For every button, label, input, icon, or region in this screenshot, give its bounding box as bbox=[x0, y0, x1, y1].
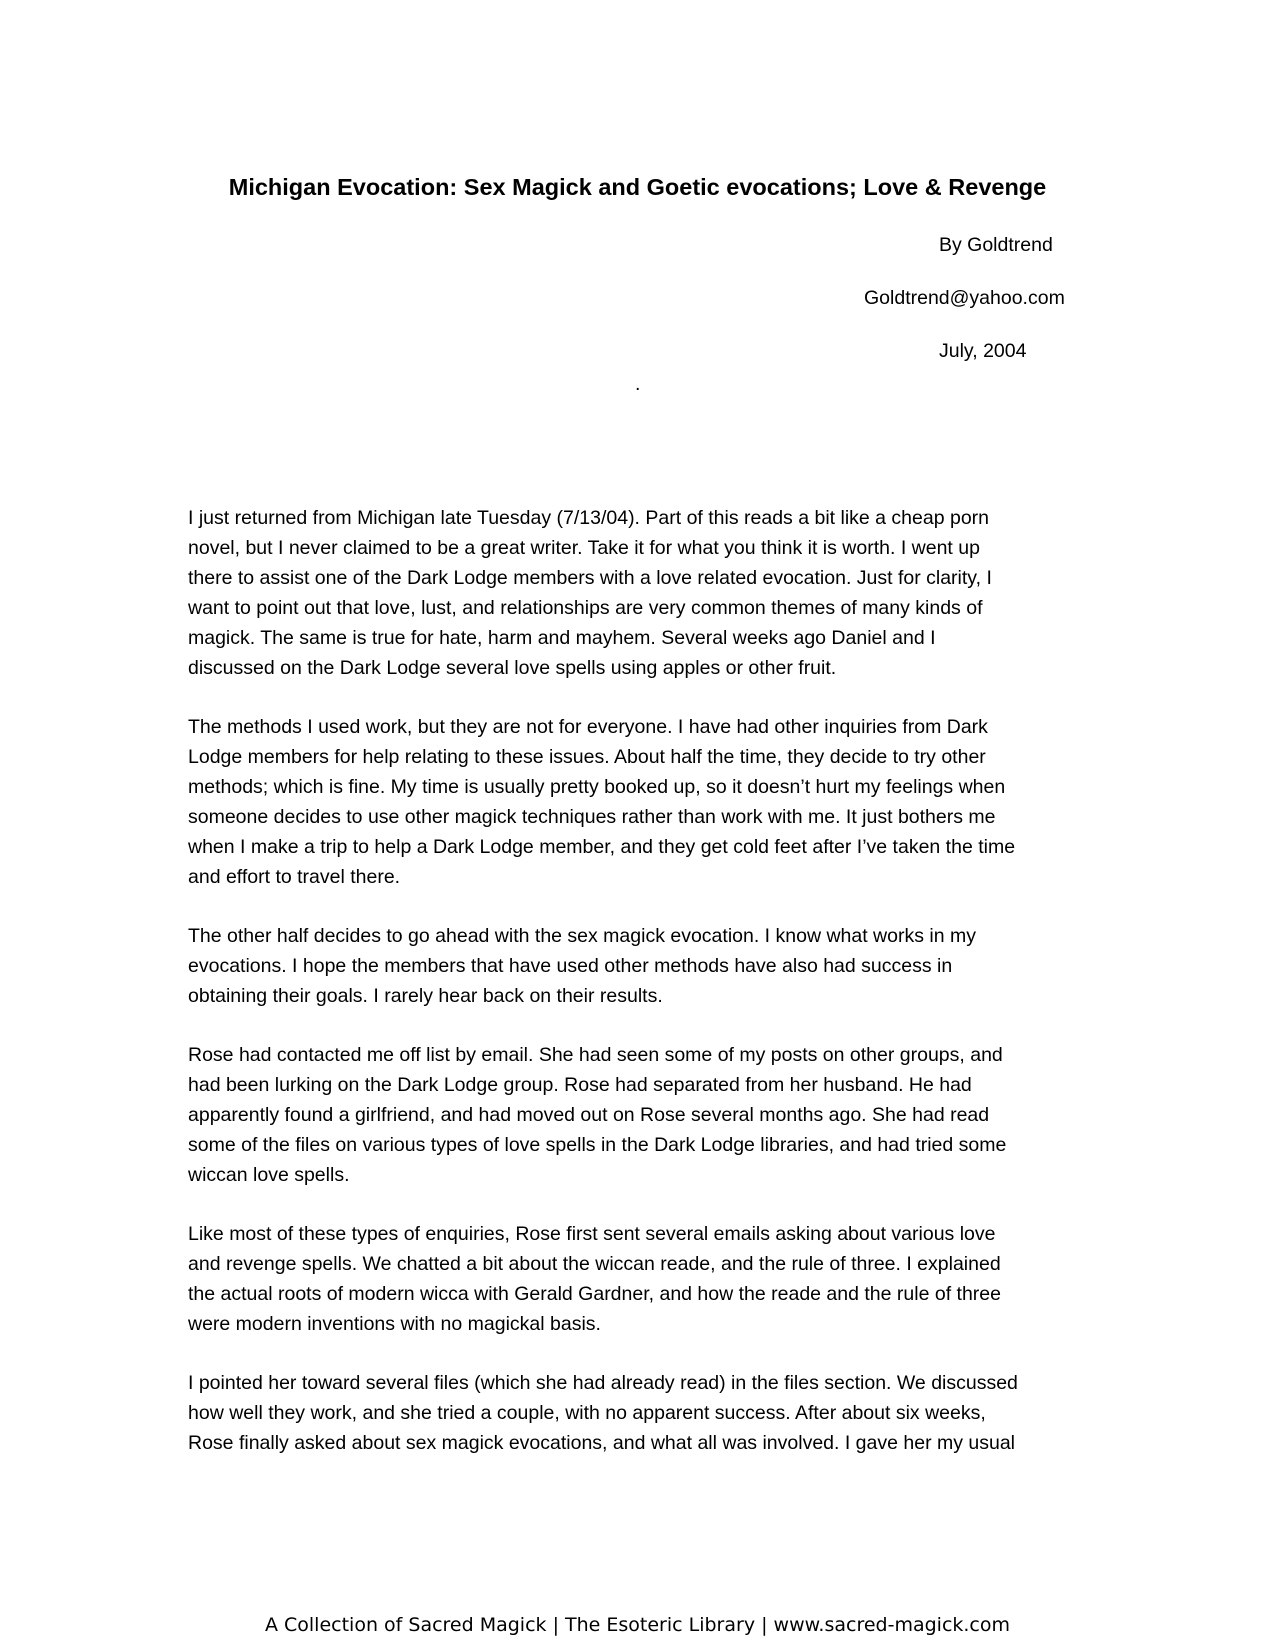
text-line: methods; which is fine. My time is usually pretty booked up, so it doesn’t hurt my feelings when bbox=[188, 776, 1006, 798]
author-email: Goldtrend@yahoo.com bbox=[864, 287, 1065, 309]
paragraph bbox=[188, 1368, 1088, 1458]
document-title: Michigan Evocation: Sex Magick and Goetic evocations; Love & Revenge bbox=[228, 174, 1047, 200]
text-line: Like most of these types of enquiries, Rose first sent several emails asking about various love bbox=[188, 1223, 996, 1245]
text-line: evocations. I hope the members that have used other methods have also had success in bbox=[188, 955, 953, 977]
paragraph bbox=[188, 921, 1088, 1011]
text-line: some of the files on various types of love spells in the Dark Lodge libraries, and had tried some bbox=[188, 1134, 1007, 1156]
text-line: there to assist one of the Dark Lodge members with a love related evocation. Just for clarity, I bbox=[188, 567, 992, 589]
text-line: the actual roots of modern wicca with Gerald Gardner, and how the reade and the rule of three bbox=[188, 1283, 1001, 1305]
paragraph bbox=[188, 503, 1088, 683]
text-line: were modern inventions with no magickal basis. bbox=[188, 1313, 601, 1335]
text-line: The methods I used work, but they are not for everyone. I have had other inquiries from Dark bbox=[188, 716, 988, 738]
text-line: The other half decides to go ahead with the sex magick evocation. I know what works in my bbox=[188, 925, 976, 947]
text-line: discussed on the Dark Lodge several love spells using apples or other fruit. bbox=[188, 657, 837, 679]
paragraph bbox=[188, 1219, 1088, 1339]
text-line: magick. The same is true for hate, harm and mayhem. Several weeks ago Daniel and I bbox=[188, 627, 936, 649]
text-line: I just returned from Michigan late Tuesday (7/13/04). Part of this reads a bit like a cheap porn bbox=[188, 507, 990, 529]
text-line: Rose had contacted me off list by email. She had seen some of my posts on other groups, and bbox=[188, 1044, 1003, 1066]
text-line: and effort to travel there. bbox=[188, 866, 401, 888]
text-line: had been lurking on the Dark Lodge group. Rose had separated from her husband. He had bbox=[188, 1074, 972, 1096]
author-byline: By Goldtrend bbox=[939, 234, 1053, 256]
text-line: I pointed her toward several files (which she had already read) in the files section. We discussed bbox=[188, 1372, 1018, 1394]
text-line: wiccan love spells. bbox=[188, 1164, 350, 1186]
page-footer: A Collection of Sacred Magick | The Esoteric Library | www.sacred-magick.com bbox=[264, 1614, 1011, 1636]
text-line: want to point out that love, lust, and relationships are very common themes of many kinds of bbox=[188, 597, 983, 619]
separator-dot: . bbox=[635, 373, 641, 395]
paragraph bbox=[188, 1040, 1088, 1190]
text-line: someone decides to use other magick techniques rather than work with me. It just bothers me bbox=[188, 806, 996, 828]
paragraph bbox=[188, 712, 1088, 892]
text-line: obtaining their goals. I rarely hear back on their results. bbox=[188, 985, 663, 1007]
text-line: how well they work, and she tried a couple, with no apparent success. After about six weeks, bbox=[188, 1402, 986, 1424]
text-line: novel, but I never claimed to be a great writer. Take it for what you think it is worth. I went up bbox=[188, 537, 980, 559]
text-line: and revenge spells. We chatted a bit about the wiccan reade, and the rule of three. I explained bbox=[188, 1253, 1001, 1275]
text-line: apparently found a girlfriend, and had moved out on Rose several months ago. She had read bbox=[188, 1104, 990, 1126]
document-body bbox=[188, 503, 1088, 1487]
document-date: July, 2004 bbox=[939, 340, 1027, 362]
text-line: Lodge members for help relating to these issues. About half the time, they decide to try other bbox=[188, 746, 986, 768]
text-line: Rose finally asked about sex magick evocations, and what all was involved. I gave her my usual bbox=[188, 1432, 1016, 1454]
text-line: when I make a trip to help a Dark Lodge member, and they get cold feet after I’ve taken the time bbox=[188, 836, 1016, 858]
